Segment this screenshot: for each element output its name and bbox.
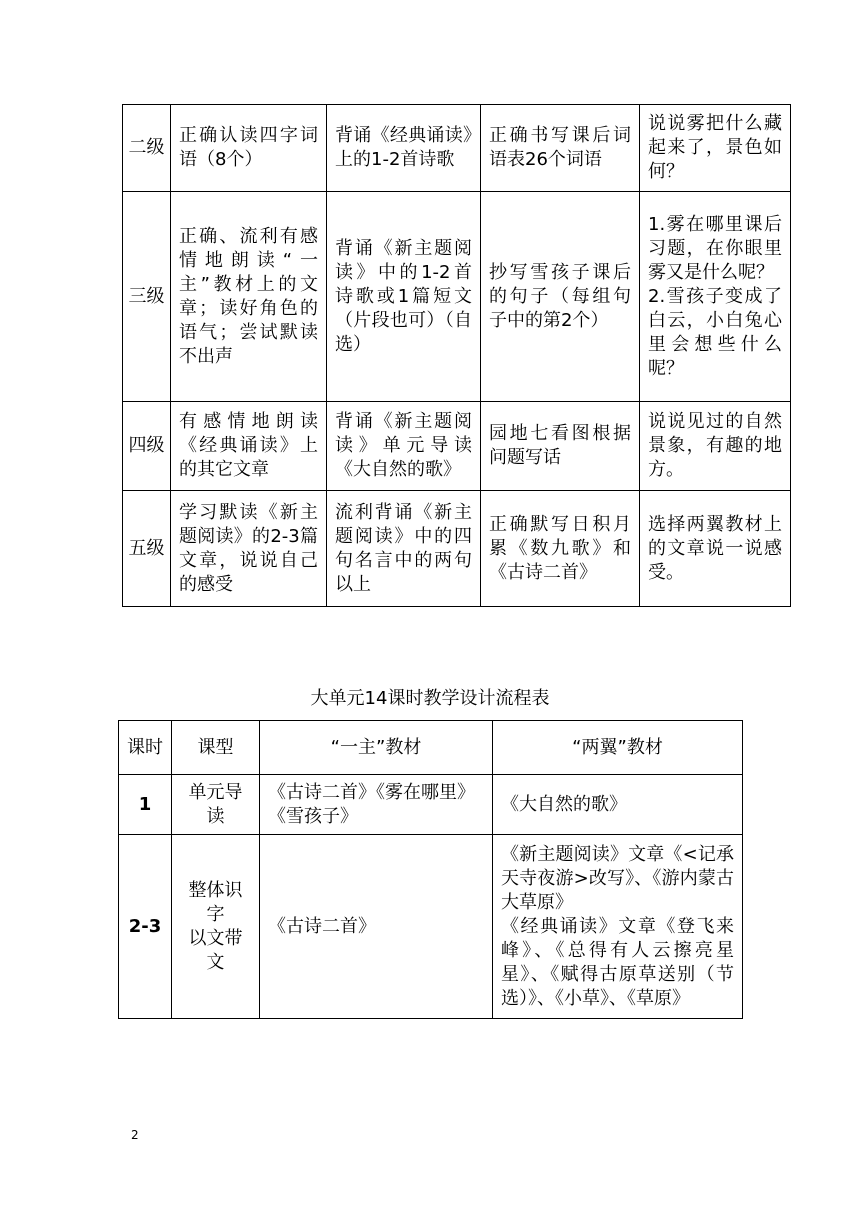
table-cell-line: 1.雾在哪里课后习题，在你眼里雾又是什么呢？ <box>648 213 782 283</box>
table-cell: 正确认读四字词语（8个） <box>171 105 327 192</box>
table-title: 大单元14课时教学设计流程表 <box>310 688 550 709</box>
table-cell: 正确书写课后词语表26个词语 <box>481 105 640 192</box>
table-cell <box>640 192 791 402</box>
column-header: 课时 <box>119 721 172 775</box>
table-row <box>123 402 791 491</box>
table-row <box>123 192 791 402</box>
level-cell: 四级 <box>123 402 171 491</box>
table-header-row <box>119 721 743 775</box>
lesson-type-cell: 单元导读 <box>172 775 260 835</box>
wings-material-cell <box>493 835 743 1019</box>
table-cell: 说说雾把什么藏起来了，景色如何？ <box>640 105 791 192</box>
lesson-flow-table <box>118 720 743 1019</box>
table-cell: 正确默写日积月累《数九歌》和《古诗二首》 <box>481 491 640 607</box>
page-number: 2 <box>131 1128 139 1142</box>
lesson-type-cell <box>172 835 260 1019</box>
column-header: “两翼”教材 <box>493 721 743 775</box>
table-row <box>119 775 743 835</box>
level-cell: 二级 <box>123 105 171 192</box>
main-material-cell <box>260 775 493 835</box>
reading-level-table <box>122 104 791 607</box>
table-cell: 有感情地朗读《经典诵读》上的其它文章 <box>171 402 327 491</box>
table-cell: 背诵《新主题阅读》中的1-2首诗歌或1篇短文（片段也可）（自选） <box>327 192 481 402</box>
table-row <box>123 491 791 607</box>
lesson-cell: 2-3 <box>119 835 172 1019</box>
lesson-cell: 1 <box>119 775 172 835</box>
table-cell-line: 《经典诵读》文章《登飞来峰》、《总得有人云擦亮星星》、《赋得古原草送别（节选）》、《小草》、《草原》 <box>501 915 734 1009</box>
table-cell-line: 《古诗二首》《雾在哪里》 <box>268 781 475 803</box>
wings-material-cell <box>493 775 743 835</box>
table-cell-line: 整体识字 <box>188 879 243 925</box>
table-cell: 正确、流利有感情地朗读“一主”教材上的文章；读好角色的语气；尝试默读不出声 <box>171 192 327 402</box>
table-cell: 说说见过的自然景象，有趣的地方。 <box>640 402 791 491</box>
table-cell-line: 《新主题阅读》文章《<记承天寺夜游>改写》、《游内蒙古大草原》 <box>501 843 734 913</box>
table-cell-line: 《大自然的歌》 <box>501 793 627 815</box>
table-cell-line: 2.雪孩子变成了白云，小白兔心里会想些什么呢？ <box>648 285 782 379</box>
column-header: 课型 <box>172 721 260 775</box>
table-row <box>123 105 791 192</box>
table-cell-line: 《雪孩子》 <box>268 805 358 827</box>
table-cell: 流利背诵《新主题阅读》中的四句名言中的两句以上 <box>327 491 481 607</box>
main-material-cell: 《古诗二首》 <box>260 835 493 1019</box>
table-row <box>119 835 743 1019</box>
table-cell: 背诵《新主题阅读》单元导读《大自然的歌》 <box>327 402 481 491</box>
column-header: “一主”教材 <box>260 721 493 775</box>
table-cell: 园地七看图根据问题写话 <box>481 402 640 491</box>
table-cell: 抄写雪孩子课后的句子（每组句子中的第2个） <box>481 192 640 402</box>
table-cell: 选择两翼教材上的文章说一说感受。 <box>640 491 791 607</box>
level-cell: 五级 <box>123 491 171 607</box>
table-cell-line: 以文带文 <box>188 927 243 973</box>
table-cell: 背诵《经典诵读》上的1-2首诗歌 <box>327 105 481 192</box>
table-cell: 学习默读《新主题阅读》的2-3篇文章，说说自己的感受 <box>171 491 327 607</box>
level-cell: 三级 <box>123 192 171 402</box>
